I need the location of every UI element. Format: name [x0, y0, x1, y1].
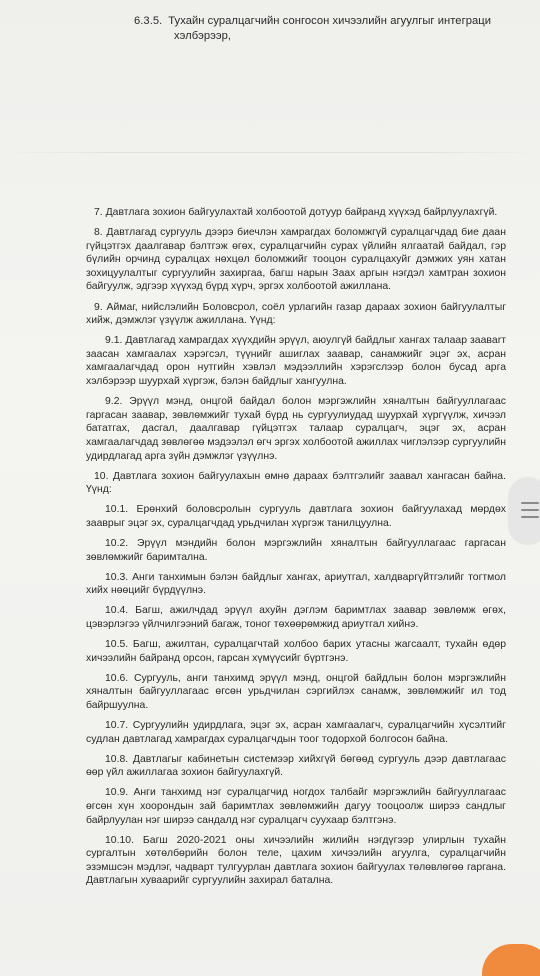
paragraph-10-10: 10.10. Багш 2020-2021 оны хичээлийн жилийн нэгдүгээр улирлын тухайн сургалтын хөтөлбөрийн болон теле, цахим хичээлийн агуулга, суралцагчийн эзэмшсэн мэдлэг, чадварт тулгуурлан давтлага зохион байгуулах төлөвлөгөө гаргана. Давтлагын хуваарийг сургуулийн захирал батална.	[86, 834, 506, 887]
paragraph-8: 8. Давтлагад сургууль дээрэ биечлэн хамрагдах боломжгүй суралцагчдад бие даан гүйцэтгэх даалгавар бэлтгэж өгөх, суралцагчийн сурах үйлийн ялгаатай байдал, гэр бүлийн орчинд суралцах нөхцөл боломжийг тооцон суралцахуйг дэмжих уян хатан зохицуулалтыг сургуулийн захиргаа, багш нарын Заах аргын нэгдэл хамтран зохион байгуулж, эдгээр хүүхэд бүрд хүрч, эргэх холбоотой ажиллана.	[86, 227, 506, 293]
handle-bar	[521, 502, 539, 504]
top-list-item	[134, 14, 519, 44]
paragraph-9-2: 9.2. Эрүүл мэнд, онцгой байдал болон мэргэжлийн хяналтын байгууллагаас гаргасан заавар, зөвлөмжийг тухай бүрд нь сургуулиудад шуурхай хүргүүлж, хичээл бататгах, дасгал, даалгавар гүйцэтгэх талаар суралцагч, эцэг эх, асран хамгаалагчдад зөвлөгөө мэдээлэл өгч эргэх холбоотой ажиллах чиглэлээр сургуулийн удирдлагад арга зүйн дэмжлэг үзүүлнэ.	[86, 396, 506, 462]
paragraph-10-9: 10.9. Анги танхимд нэг суралцагчид ногдох талбайг мэргэжлийн байгууллагаас өгсөн хүн хоорондын зай баримтлах зөвлөмжийн дагуу тооцоолж ширээ сандлыг байрлуулан нэг ширээ сандалд нэг суралцагч суухаар бэлтгэнэ.	[86, 787, 506, 826]
top-item-number: 6.3.5.	[134, 15, 163, 27]
paragraph-10-5: 10.5. Багш, ажилтан, суралцагчтай холбоо барих утасны жагсаалт, тухайн өдөр хичээлийн байранд орсон, гарсан хүмүүсийг бүртгэнэ.	[86, 639, 506, 664]
page-break	[0, 152, 540, 153]
top-item-line2: хэлбэрээр,	[174, 30, 232, 42]
paragraph-10: 10. Давтлага зохион байгуулахын өмнө дараах бэлтгэлийг заавал хангасан байна. Үүнд:	[86, 470, 506, 496]
handle-bar	[521, 509, 539, 511]
paragraph-9: 9. Аймаг, нийслэлийн Боловсрол, соёл урлагийн газар дараах зохион байгуулалтыг хийж, дэмжлэг үзүүлж ажиллана. Үүнд:	[86, 301, 506, 327]
top-item-line1: Тухайн суралцагчийн сонгосон хичээлийн агуулгыг интеграци	[168, 15, 491, 27]
handle-bar	[521, 516, 539, 518]
paragraph-10-6: 10.6. Сургууль, анги танхимд эрүүл мэнд, онцгой байдлын болон мэргэжлийн хяналтын байгууллагаас өгсөн урьдчилан сэргийлэх санамж, зөвлөмжийг ил тод байршуулна.	[86, 672, 506, 711]
paragraph-10-4: 10.4. Багш, ажилчдад эрүүл ахуйн дэглэм баримтлах заавар зөвлөмж өгөх, цэвэрлэгээ үйлчилгээний багаж, тоног төхөөрөмжид ариутгал хийнэ.	[86, 605, 506, 630]
document-body	[86, 206, 506, 895]
drag-handle-icon[interactable]	[509, 478, 540, 544]
paragraph-10-8: 10.8. Давтлагыг кабинетын системээр хийхгүй бөгөөд сургууль дээр давтлагаас өөр үйл ажиллагаа зохион байгуулахгүй.	[86, 753, 506, 779]
paragraph-7: 7. Давтлага зохион байгуулахтай холбоотой дотуур байранд хүүхэд байрлуулахгүй.	[94, 207, 498, 218]
paragraph-10-1: 10.1. Ерөнхий боловсролын сургууль давтлага зохион байгуулахад мөрдөх зааврыг эцэг эх, суралцагчдад урьдчилан хүргэж танилцуулна.	[86, 504, 506, 529]
paragraph-10-2: 10.2. Эрүүл мэндийн болон мэргэжлийн хяналтын байгууллагаас гаргасан зөвлөмжийг баримтална.	[86, 537, 506, 563]
paragraph-10-7: 10.7. Сургуулийн удирдлага, эцэг эх, асран хамгаалагч, суралцагчийн хүсэлтийг судлан давтлагад хамрагдах суралцагчдын тоог тодорхой болгосон байна.	[86, 720, 506, 745]
corner-accent	[482, 944, 540, 976]
paragraph-9-1: 9.1. Давтлагад хамрагдах хүүхдийн эрүүл, аюулгүй байдлыг хангах талаар заавarт заасан хамгаалах хэрэгсэл, түүнийг ашиглах заавар, санамжийг эцэг эх, асран хамгаалагчдад орон нутгийн хэвлэл мэдээллийн хэрэгслээр болон бусад арга хэлбэрээр шуурхай хүргэж, бэлэн байдлыг хангуулна.	[86, 335, 506, 388]
paragraph-10-3: 10.3. Анги танхимын бэлэн байдлыг хангах, ариутгал, халдваргүйтгэлийг тогтмол хийх нөөцийг бүрдүүлнэ.	[86, 571, 506, 597]
